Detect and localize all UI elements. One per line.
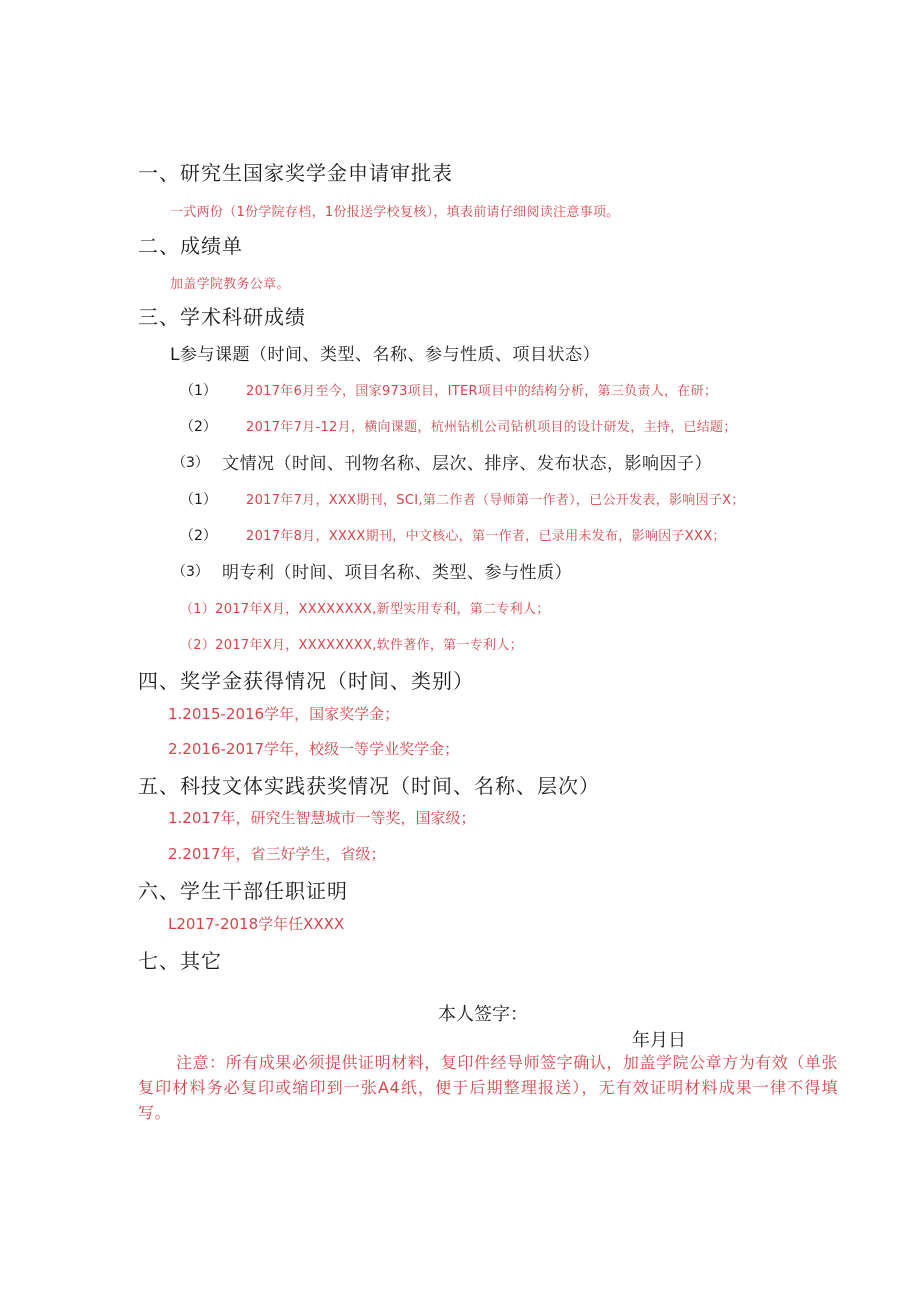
patent-1-text: （1）2017年X月，XXXXXXXX,新型实用专利，第二专利人；: [180, 602, 550, 617]
project-1-text: 2017年6月至今，国家973项目，ITER项目中的结构分析，第三负责人，在研；: [246, 384, 718, 399]
paper-2-text: 2017年8月，XXXX期刊，中文核心，第一作者，已录用未发布，影响因子XXX；: [246, 529, 726, 544]
paper-1-text: 2017年7月，XXX期刊，SCI,第二作者（导师第一作者），已公开发表，影响因子X；: [246, 493, 745, 508]
section-4-title: 四、奖学金获得情况（时间、类别）: [138, 669, 474, 693]
project-2-number: （2）: [180, 419, 217, 435]
scholarship-1: 1.2015-2016学年，国家奖学金；: [168, 705, 400, 723]
projects-heading: L参与课题（时间、类型、名称、参与性质、项目状态）: [170, 345, 600, 365]
award-1: 1.2017年，研究生智慧城市一等奖，国家级；: [168, 809, 476, 827]
paper-1-number: （1）: [180, 492, 217, 508]
papers-number: （3）: [172, 455, 209, 471]
award-2: 2.2017年，省三好学生，省级；: [168, 845, 386, 863]
section-1-title: 一、研究生国家奖学金申请审批表: [138, 161, 453, 185]
section-5-title: 五、科技文体实践获奖情况（时间、名称、层次）: [138, 774, 600, 798]
section-6-title: 六、学生干部任职证明: [138, 879, 348, 903]
project-1-number: （1）: [180, 383, 217, 399]
section-2-title: 二、成绩单: [138, 234, 243, 258]
papers-heading: 文情况（时间、刊物名称、层次、排序、发布状态，影响因子）: [222, 454, 712, 474]
patents-number: （3）: [172, 564, 209, 580]
signature-date: 年月日: [632, 1030, 686, 1051]
patent-2-text: （2）2017年X月，XXXXXXXX,软件著作，第一专利人；: [180, 638, 523, 653]
patents-heading: 明专利（时间、项目名称、类型、参与性质）: [222, 563, 572, 583]
paper-2-number: （2）: [180, 528, 217, 544]
scholarship-2: 2.2016-2017学年，校级一等学业奖学金；: [168, 740, 460, 758]
project-2-text: 2017年7月-12月，横向课题，杭州钻机公司钻机项目的设计研发，主持，已结题；: [246, 420, 737, 435]
section-2-note: 加盖学院教务公章。: [170, 277, 290, 292]
cadre-1: L2017-2018学年任XXXX: [168, 915, 345, 933]
section-7-title: 七、其它: [138, 949, 222, 973]
section-3-title: 三、学术科研成绩: [138, 305, 306, 329]
signature-label: 本人签字：: [438, 1004, 528, 1025]
section-1-note: 一式两份（1份学院存档，1份报送学校复核），填表前请仔细阅读注意事项。: [170, 205, 620, 220]
notice-paragraph: 注意：所有成果必须提供证明材料，复印件经导师签字确认，加盖学院公章方为有效（单张复印材料务必复印或缩印到一张A4纸，便于后期整理报送），无有效证明材料成果一律不得填写。: [138, 1053, 838, 1122]
